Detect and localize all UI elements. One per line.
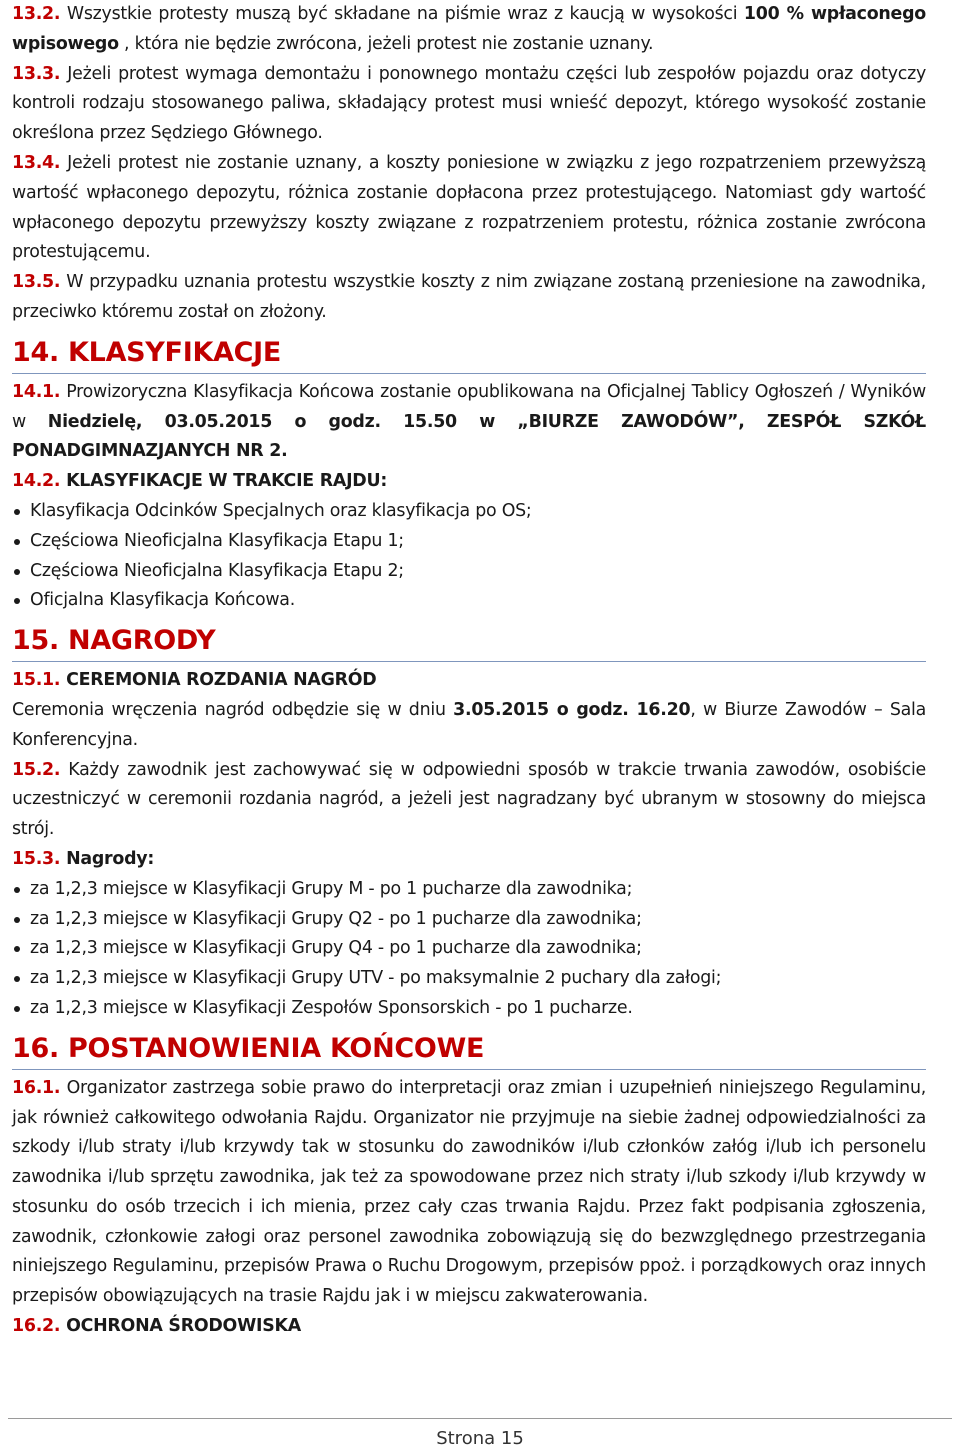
list-item <box>12 994 926 1024</box>
list-item-text: za 1,2,3 miejsce w Klasyfikacji Grupy Q2 - po 1 pucharze dla zawodnika; <box>30 908 642 929</box>
list-item <box>12 527 926 557</box>
subheading-15-1 <box>12 666 926 696</box>
page-footer <box>0 1418 960 1450</box>
heading-number: 14. <box>12 336 59 368</box>
paragraph-text: , która nie będzie zwrócona, jeżeli protest nie zostanie uznany. <box>118 33 654 54</box>
list-item <box>12 557 926 587</box>
paragraph-text: Organizator zastrzega sobie prawo do interpretacji oraz zmian i uzupełnień niniejszego Regulaminu, jak również całkowitego odwołania Rajdu. Organizator nie przyjmuje na siebie żadnej odpowiedzialności za szkody i/lub straty i/lub krzywdy tak w stosunku do zawodników i/lub członków załóg i/lub ich personelu zawodnika i/lub sprzętu zawodnika, jak też za spowodowane przez nich straty i/lub szkody i/lub krzywdy w stosunku do osób trzecich i ich mienia, przez cały czas trwania Rajdu. Przez fakt podpisania zgłoszenia, zawodnik, członkowie załogi oraz personel zawodnika zobowiązują się do bezwzględnego przestrzegania niniejszego Regulaminu, przepisów Prawa o Ruchu Drogowym, przepisów ppoż. i porządkowych oraz innych przepisów obowiązujących na trasie Rajdu jak i w miejscu zakwaterowania. <box>12 1077 926 1307</box>
subheading-15-3 <box>12 845 926 875</box>
heading-16-postanowienia-koncowe <box>12 1032 926 1070</box>
section-number: 13.4. <box>12 152 61 173</box>
bullet-icon <box>14 598 20 604</box>
list-item-text: Oficjalna Klasyfikacja Końcowa. <box>30 590 295 611</box>
paragraph-text: Ceremonia wręczenia nagród odbędzie się w dniu <box>12 699 454 720</box>
bullet-icon <box>14 887 20 893</box>
section-number: 15.1. <box>12 670 61 691</box>
list-item-text: za 1,2,3 miejsce w Klasyfikacji Grupy UTV - po maksymalnie 2 puchary dla załogi; <box>30 968 722 989</box>
paragraph-13-5 <box>12 268 926 328</box>
bullet-icon <box>14 539 20 545</box>
section-number: 14.2. <box>12 471 61 492</box>
paragraph-text: Jeżeli protest nie zostanie uznany, a koszty poniesione w związku z jego rozpatrzeniem przewyższą wartość wpłaconego depozytu, różnica zostanie dopłacona przez protestującego. Natomiast gdy wartość wpłaconego depozytu przewyższy koszty związane z rozpatrzeniem protestu, różnica zostanie zwrócona protestującemu. <box>12 152 926 263</box>
section-number: 16.2. <box>12 1316 61 1337</box>
subheading-title: KLASYFIKACJE W TRAKCIE RAJDU: <box>60 471 388 492</box>
paragraph-15-1 <box>12 696 926 756</box>
section-number: 16.1. <box>12 1077 61 1098</box>
footer-divider <box>8 1418 952 1419</box>
subheading-16-2 <box>12 1312 926 1342</box>
list-item-text: za 1,2,3 miejsce w Klasyfikacji Zespołów Sponsorskich - po 1 pucharze. <box>30 997 633 1018</box>
heading-title: POSTANOWIENIA KOŃCOWE <box>58 1032 485 1064</box>
bold-text: Niedzielę, 03.05.2015 o godz. 15.50 w „BIURZE ZAWODÓW”, ZESPÓŁ SZKÓŁ PONADGIMNAZJANYCH NR 2. <box>12 411 926 462</box>
bullet-icon <box>14 946 20 952</box>
list-item-text: za 1,2,3 miejsce w Klasyfikacji Grupy Q4 - po 1 pucharze dla zawodnika; <box>30 938 642 959</box>
heading-15-nagrody <box>12 624 926 662</box>
bullet-icon <box>14 569 20 575</box>
paragraph-text: Jeżeli protest wymaga demontażu i ponownego montażu części lub zespołów pojazdu oraz dotyczy kontroli rodzaju stosowanego paliwa, składający protest musi wnieść depozyt, którego wysokość zostanie określona przez Sędziego Głównego. <box>12 63 926 144</box>
section-number: 15.2. <box>12 759 61 780</box>
list-item <box>12 586 926 616</box>
list-item <box>12 905 926 935</box>
paragraph-text: , w Biurze Zawodów – Sala Konferencyjna. <box>12 699 927 750</box>
paragraph-16-1 <box>12 1074 926 1312</box>
list-item <box>12 934 926 964</box>
paragraph-13-3 <box>12 60 926 149</box>
heading-number: 16. <box>12 1032 59 1064</box>
bold-text: 100 % wpłaconego wpisowego <box>12 4 926 54</box>
section-number: 13.5. <box>12 272 61 293</box>
paragraph-text: Prowizoryczna Klasyfikacja Końcowa zostanie opublikowana na Oficjalnej Tablicy Ogłoszeń / Wyników w <box>12 381 926 432</box>
heading-title: NAGRODY <box>58 625 216 657</box>
paragraph-13-2 <box>12 0 926 60</box>
list-item-text: Klasyfikacja Odcinków Specjalnych oraz klasyfikacja po OS; <box>30 500 532 521</box>
list-item <box>12 875 926 905</box>
paragraph-text: Wszystkie protesty muszą być składane na piśmie wraz z kaucją w wysokości <box>60 4 744 24</box>
prizes-list <box>12 875 926 1024</box>
list-item <box>12 964 926 994</box>
list-item-text: Częściowa Nieoficjalna Klasyfikacja Etapu 1; <box>30 530 404 551</box>
heading-title: KLASYFIKACJE <box>58 336 282 368</box>
section-number: 14.1. <box>12 381 61 402</box>
page-number: Strona 15 <box>436 1428 524 1449</box>
heading-14-klasyfikacje <box>12 336 926 374</box>
list-item-text: za 1,2,3 miejsce w Klasyfikacji Grupy M - po 1 pucharze dla zawodnika; <box>30 878 633 899</box>
list-item <box>12 497 926 527</box>
bullet-icon <box>14 976 20 982</box>
bullet-icon <box>14 509 20 515</box>
heading-number: 15. <box>12 625 59 657</box>
subheading-title: Nagrody: <box>60 848 155 869</box>
bullet-icon <box>14 1006 20 1012</box>
list-item-text: Częściowa Nieoficjalna Klasyfikacja Etapu 2; <box>30 560 404 581</box>
paragraph-14-1 <box>12 378 926 467</box>
subheading-title: CEREMONIA ROZDANIA NAGRÓD <box>60 670 377 691</box>
subheading-14-2 <box>12 467 926 497</box>
bullet-icon <box>14 917 20 923</box>
classification-list <box>12 497 926 616</box>
paragraph-15-2 <box>12 756 926 845</box>
document-page <box>12 0 926 1342</box>
subheading-title: OCHRONA ŚRODOWISKA <box>60 1316 301 1337</box>
paragraph-text: Każdy zawodnik jest zachowywać się w odpowiedni sposób w trakcie trwania zawodów, osobiście uczestniczyć w ceremonii rozdania nagród, a jeżeli jest nagradzany być ubranym w stosowny do miejsca strój. <box>12 759 926 840</box>
paragraph-13-4 <box>12 149 926 268</box>
paragraph-text: W przypadku uznania protestu wszystkie koszty z nim związane zostaną przeniesione na zawodnika, przeciwko któremu został on złożony. <box>12 272 926 322</box>
bold-text: 3.05.2015 o godz. 16.20 <box>453 699 691 720</box>
section-number: 13.2. <box>12 4 61 24</box>
section-number: 15.3. <box>12 848 61 869</box>
section-number: 13.3. <box>12 63 61 84</box>
